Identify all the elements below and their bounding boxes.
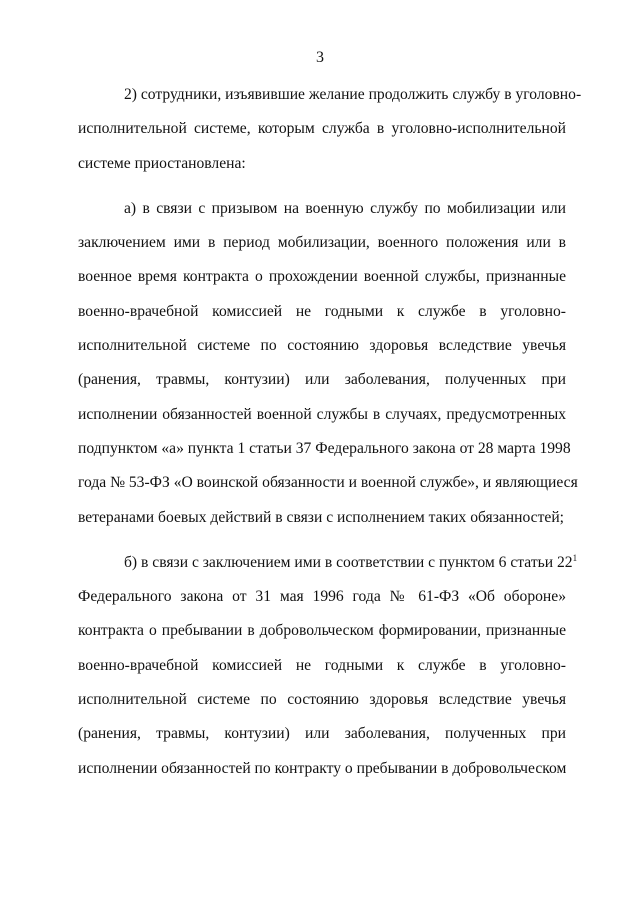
paragraph-line: военно-врачебной комиссией не годными к службе в уголовно- (78, 302, 566, 320)
paragraph-line (78, 546, 578, 580)
paragraph-line: ветеранами боевых действий в связи с исполнением таких обязанностей; (78, 508, 565, 526)
paragraph-line: 2) сотрудники, изъявившие желание продолжить службу в уголовно- (124, 86, 582, 103)
paragraph-line: военно-врачебной комиссией не годными к службе в уголовно- (78, 656, 566, 674)
page-number: 3 (316, 49, 324, 66)
paragraph-line: исполнительной системе по состоянию здоровья вследствие увечья (78, 337, 566, 355)
paragraph-line: года № 53-ФЗ «О воинской обязанности и военной службе», и являющиеся (78, 474, 578, 492)
paragraph-line: подпунктом «а» пункта 1 статьи 37 Федерального закона от 28 марта 1998 (78, 439, 571, 457)
paragraph-line: военное время контракта о прохождении военной службы, признанные (78, 268, 566, 286)
paragraph-line: контракта о пребывании в добровольческом формировании, признанные (78, 622, 566, 640)
paragraph-line: системе приостановлена: (78, 154, 246, 172)
paragraph-line: исполнительной системе, которым служба в уголовно-исполнительной (78, 120, 566, 138)
paragraph-line: Федерального закона от 31 мая 1996 года № 61-ФЗ «Об обороне» (78, 588, 566, 606)
paragraph-line: заключением ими в период мобилизации, военного положения или в (78, 234, 566, 252)
paragraph-line-text: б) в связи с заключением ими в соответствии с пунктом 6 статьи 22 (124, 553, 573, 571)
document-body (78, 78, 582, 786)
superscript: 1 (572, 552, 578, 563)
paragraph-line: (ранения, травмы, контузии) или заболевания, полученных при (78, 725, 566, 743)
paragraph-line: (ранения, травмы, контузии) или заболевания, полученных при (78, 371, 566, 389)
paragraph-line: исполнительной системе по состоянию здоровья вследствие увечья (78, 691, 566, 709)
paragraph-line: а) в связи с призывом на военную службу по мобилизации или (124, 199, 566, 217)
paragraph-line: исполнении обязанностей по контракту о пребывании в добровольческом (78, 759, 567, 777)
paragraph-line: исполнении обязанностей военной службы в случаях, предусмотренных (78, 405, 566, 423)
